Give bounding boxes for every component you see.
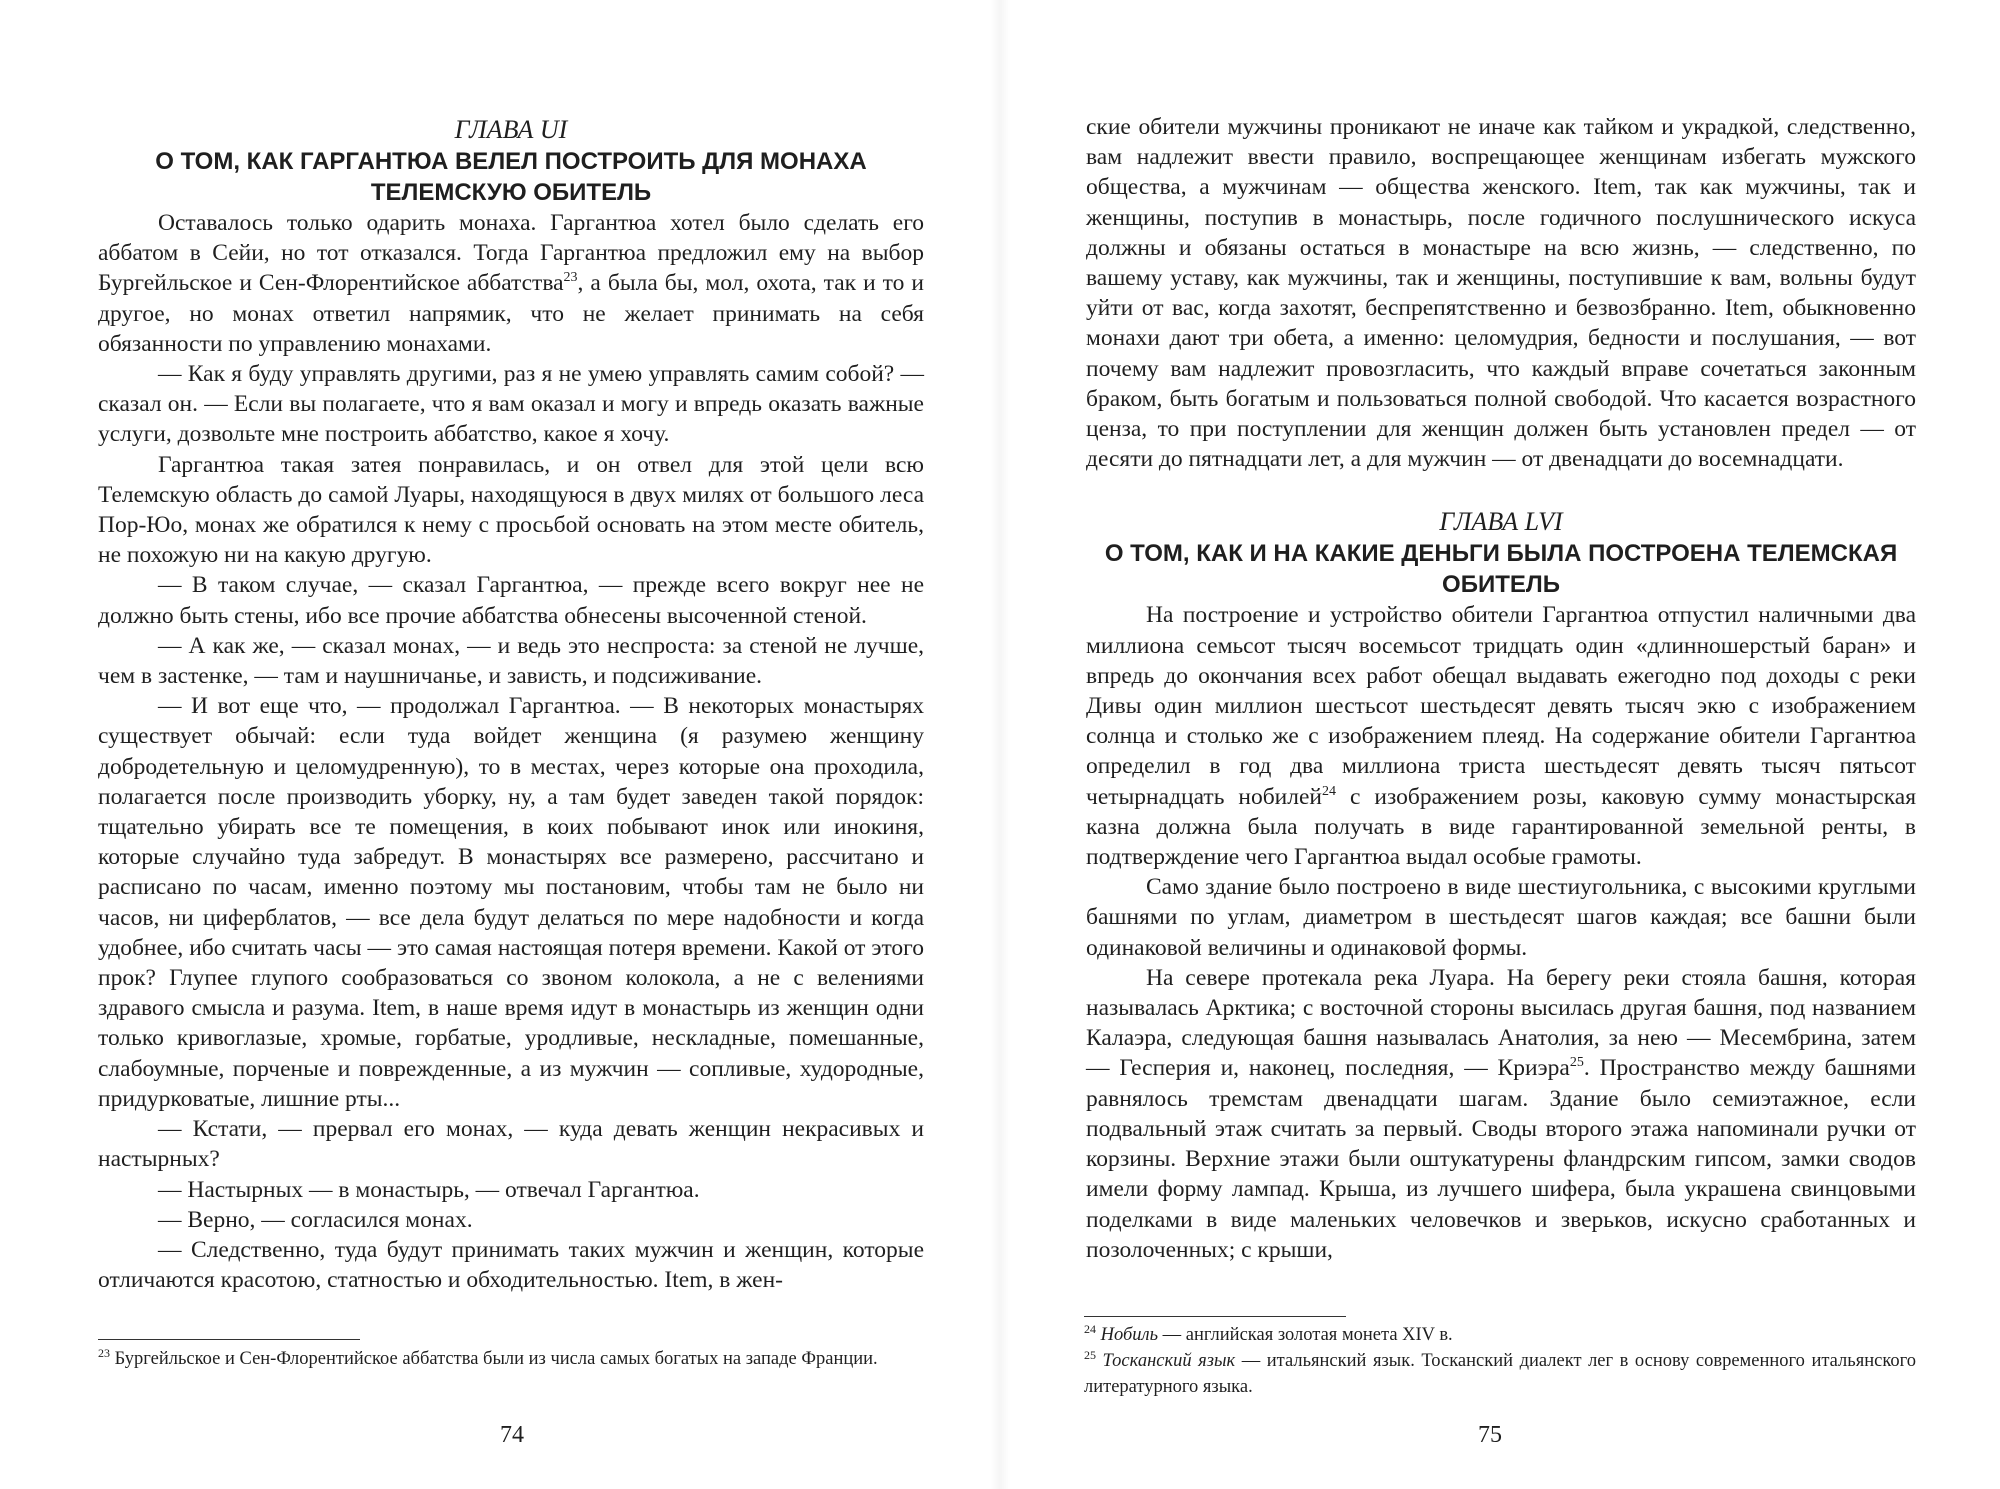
footnotes: [1084, 1322, 1916, 1400]
paragraph: — Следственно, туда будут принимать таких мужчин и женщин, которые отличаются красотою, статностью и обходительностью. Item, в жен-: [98, 1236, 924, 1294]
footnote: $^{24}$ Нобиль — английская золотая монета XIV в.: [1084, 1322, 1453, 1345]
footnotes: [98, 1346, 924, 1372]
footnote-divider: [98, 1339, 360, 1340]
footnote-ref[interactable]: 23: [563, 270, 578, 286]
chapter-title: О ТОМ, КАК ГАРГАНТЮА ВЕЛЕЛ ПОСТРОИТЬ ДЛЯ МОНАХА ТЕЛЕМСКУЮ ОБИТЕЛЬ: [155, 148, 867, 206]
paragraph: На севере протекала река Луара. На берегу реки стояла башня, которая называлась Арктика; с восточной стороны высилась другая башня, под названием Калаэра, следующая башня называлась Анатолия, за нею — Месембрина, затем — Гесперия и, наконец, последняя, — Криэра$^{25}$. Пространство между башнями равнялось тремстам двенадцати шагам. Здание было семиэтажное, если подвальный этаж считать за первый. Своды второго этажа напоминали ручки от корзины. Верхние этажи были оштукатурены фландрским гипсом, замки сводов имели форму лампад. Крыша, из лучшего шифера, была украшена свинцовыми поделками в виде маленьких человечков и зверьков, искусно сработанных и позолоченных; с крыши,: [1086, 964, 1917, 1263]
paragraph: Оставалось только одарить монаха. Гаргантюа хотел было сделать его аббатом в Сейи, но тот отказался. Тогда Гаргантюа предложил ему на выбор Бургейльское и Сен-Флорентийское аббатства$^{23}$, а была бы, мол, охота, так и то и другое, но монах ответил напрямик, что не желает принимать на себя обязанности по управлению монахами.: [98, 210, 924, 357]
right-page: [1000, 0, 2000, 1489]
chapter-title: О ТОМ, КАК И НА КАКИЕ ДЕНЬГИ БЫЛА ПОСТРОЕНА ТЕЛЕМСКАЯ ОБИТЕЛЬ: [1104, 540, 1898, 599]
page-number: 74: [500, 1422, 524, 1448]
page-number: 75: [1478, 1422, 1502, 1448]
left-text-column: [98, 114, 924, 1295]
footnote-divider: [1084, 1316, 1346, 1317]
footnote-ref[interactable]: 25: [1569, 1055, 1584, 1071]
paragraph: — Верно, — согласился монах.: [158, 1206, 473, 1233]
paragraph: — А как же, — сказал монах, — и ведь это неспроста: за стеной не лучше, чем в застенке, — там и наушничанье, и зависть, и подсиживание.: [98, 632, 924, 690]
paragraph: — Кстати, — прервал его монах, — куда девать женщин некрасивых и настырных?: [98, 1116, 924, 1173]
footnote: $^{23}$ Бургейльское и Сен-Флорентийское аббатства были из числа самых богатых на западе Франции.: [98, 1346, 878, 1369]
paragraph: — Как я буду управлять другими, раз я не умею управлять самим собой? — сказал он. — Если вы полагаете, что я вам оказал и могу и впредь оказать важные услуги, дозвольте мне построить аббатство, какое я хочу.: [98, 361, 924, 448]
paragraph: — В таком случае, — сказал Гаргантюа, — прежде всего вокруг нее не должно быть стены, ибо все прочие аббатства обнесены высоченной стеной.: [98, 572, 924, 629]
right-text-column: [1086, 112, 1916, 1265]
chapter-number: ГЛАВА LVI: [1439, 507, 1563, 537]
paragraph: На построение и устройство обители Гаргантюа отпустил наличными два миллиона семьсот тысяч восемьсот тридцать один «длинношерстый баран» и впредь до окончания всех работ обещал выдавать ежегодно под доходы с реки Дивы один миллион шестьсот шестьдесят девять тысяч экю с изображением солнца и столько же с изображением плеяд. На содержание обители Гаргантюа определил в год два миллиона триста шестьдесят девять тысяч пятьсот четырнадцать нобилей$^{24}$ с изображением розы, каковую сумму монастырская казна должна была получать в виде гарантированной земельной ренты, в подтверждение чего Гаргантюа выдал особые грамоты.: [1086, 602, 1916, 871]
paragraph: — Настырных — в монастырь, — отвечал Гаргантюа.: [158, 1176, 700, 1203]
paragraph: — И вот еще что, — продолжал Гаргантюа. — В некоторых монастырях существует обычай: если туда войдет женщина (я разумею женщину добродетельную и целомудренную), то в местах, через которые она проходила, полагается после производить уборку, ну, а там будет заведен такой порядок: тщательно убирать все те помещения, в коих побывают инок или инокиня, которые случайно туда забредут. В монастырях все размерено, рассчитано и расписано по часам, именно поэтому мы постановим, чтобы там не было ни часов, ни циферблатов, — все дела будут делаться по мере надобности и когда удобнее, ибо считать часы — это самая настоящая потеря времени. Какой от этого прок? Глупее глупого сообразоваться со звоном колокола, а не с велениями здравого смысла и разума. Item, в наше время идут в монастырь из женщин одни только кривоглазые, хромые, горбатые, уродливые, нескладные, помешанные, слабоумные, порченые и поврежденные, а из мужчин — сопливые, худородные, придурковатые, лишние рты...: [98, 693, 924, 1112]
chapter-number: ГЛАВА UI: [454, 115, 568, 144]
paragraph: Гаргантюа такая затея понравилась, и он отвел для этой цели всю Телемскую область до самой Луары, находящуюся в двух милях от большого леса Пор-Юо, монах же обратился к нему с просьбой основать на этом месте обитель, не похожую ни на какую другую.: [98, 451, 924, 569]
paragraph-continuation: ские обители мужчины проникают не иначе как тайком и украдкой, следственно, вам надлежит ввести правило, воспрещающее женщинам избегать мужского общества, а мужчинам — общества женского. Item, так как мужчины, так и женщины, поступив в монастырь, после годичного послушнического искуса должны и обязаны остаться в монастыре на всю жизнь, — следственно, по вашему уставу, как мужчины, так и женщины, поступившие к вам, вольны будут уйти от вас, когда захотят, беспрепятственно и безвозбранно. Item, обыкновенно монахи дают три обета, а именно: целомудрия, бедности и послушания, — вот почему вам надлежит провозгласить, что каждый вправе сочетаться законным браком, быть богатым и пользоваться полной свободой. Что касается возрастного ценза, то при поступлении для женщин должен быть установлен предел — от десяти до пятнадцати лет, а для мужчин — от двенадцати до восемнадцати.: [1086, 114, 1916, 473]
footnote-ref[interactable]: 24: [1322, 783, 1336, 799]
footnote: $^{25}$ Тосканский язык — итальянский язык. Тосканский диалект лег в основу современного итальянского литературного языка.: [1084, 1348, 1916, 1397]
paragraph: Само здание было построено в виде шестиугольника, с высокими круглыми башнями по углам, диаметром в шестьдесят шагов каждая; все башни были одинаковой величины и одинаковой формы.: [1086, 874, 1916, 961]
